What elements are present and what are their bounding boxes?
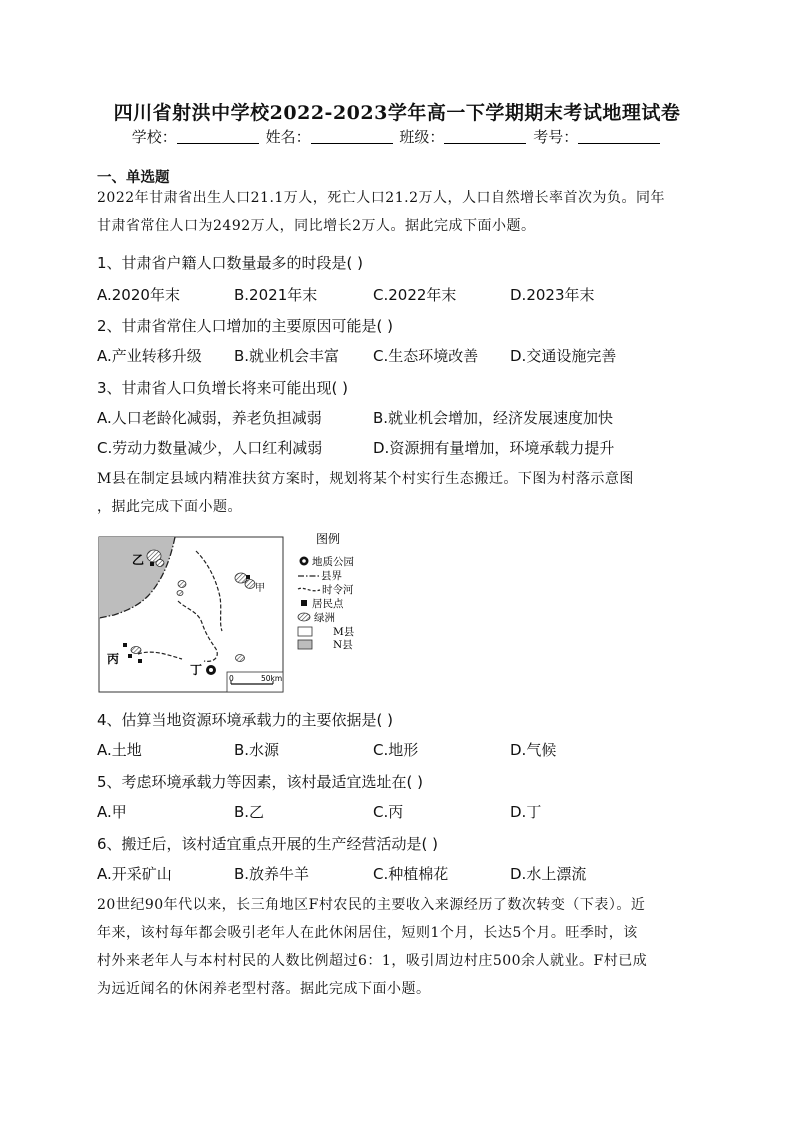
place-label-ding: 丁	[190, 663, 203, 677]
legend-n: N县	[333, 639, 353, 651]
settlement-marker	[246, 575, 250, 579]
number-label: 考号：	[533, 128, 579, 146]
settlement-marker	[128, 654, 132, 658]
place-label-bing: 丙	[107, 652, 120, 666]
scale-label: 50km	[261, 674, 283, 683]
option-d[interactable]: D.水上漂流	[510, 865, 587, 883]
option-d[interactable]: D.丁	[510, 803, 542, 821]
option-b[interactable]: B.就业机会丰富	[234, 347, 340, 365]
place-label-jia: 甲	[255, 583, 265, 594]
legend-title: 图例	[316, 532, 341, 546]
oasis-marker	[245, 580, 255, 589]
oasis-marker	[131, 647, 141, 654]
option-a[interactable]: A.开采矿山	[97, 865, 172, 883]
legend-settlement-symbol	[301, 600, 307, 606]
option-c[interactable]: C.种植棉花	[373, 865, 449, 883]
option-a[interactable]: A.产业转移升级	[97, 347, 202, 365]
class-blank[interactable]	[444, 129, 526, 144]
settlement-marker	[123, 643, 127, 647]
option-c[interactable]: C.2022年末	[373, 286, 457, 304]
place-label-yi: 乙	[132, 553, 145, 567]
village-map	[98, 531, 388, 694]
option-a[interactable]: A.2020年末	[97, 286, 180, 304]
option-d[interactable]: D.2023年末	[510, 286, 595, 304]
passage-3-line: 20世纪90年代以来，长三角地区F村农民的主要收入来源经历了数次转变（下表）。近	[97, 897, 646, 913]
name-label: 姓名：	[265, 128, 311, 146]
option-c[interactable]: C.生态环境改善	[373, 347, 479, 365]
oasis-marker	[236, 655, 245, 662]
passage-3-line: 村外来老年人与本村村民的人数比例超过6：1，吸引周边村庄500余人就业。F村已成	[97, 953, 648, 969]
legend-river-symbol	[298, 588, 320, 591]
passage-2-line: M县在制定县域内精准扶贫方案时，规划将某个村实行生态搬迁。下图为村落示意图	[97, 471, 634, 487]
question-6-stem: 6、搬迁后，该村适宜重点开展的生产经营活动是( )	[97, 835, 439, 853]
option-b[interactable]: B.放养牛羊	[234, 865, 310, 883]
passage-1-line: 甘肃省常住人口为2492万人，同比增长2万人。据此完成下面小题。	[97, 218, 536, 234]
passage-1	[97, 184, 697, 240]
student-info-line	[0, 126, 794, 147]
option-a[interactable]: A.土地	[97, 741, 142, 759]
option-b[interactable]: B.就业机会增加，经济发展速度加快	[373, 409, 614, 427]
legend-river: 时令河	[322, 584, 354, 596]
oasis-marker	[177, 591, 183, 596]
passage-1-line: 2022年甘肃省出生人口21.1万人，死亡人口21.2万人，人口自然增长率首次为负。同年	[97, 190, 665, 206]
passage-3-line: 年来，该村每年都会吸引老年人在此休闲居住，短则1个月，长达5个月。旺季时，该	[97, 925, 638, 941]
option-c[interactable]: C.丙	[373, 803, 404, 821]
option-b[interactable]: B.2021年末	[234, 286, 318, 304]
oasis-marker	[178, 581, 186, 588]
scale-zero: 0	[229, 674, 234, 683]
option-c[interactable]: C.劳动力数量减少，人口红利减弱	[97, 439, 323, 457]
name-blank[interactable]	[311, 129, 393, 144]
question-4-stem: 4、估算当地资源环境承载力的主要依据是( )	[97, 711, 394, 729]
passage-3-line: 为远近闻名的休闲养老型村落。据此完成下面小题。	[97, 981, 431, 997]
question-2-stem: 2、甘肃省常住人口增加的主要原因可能是( )	[97, 317, 394, 335]
option-c[interactable]: C.地形	[373, 741, 419, 759]
legend-settlement: 居民点	[312, 598, 344, 610]
passage-2-line: ，据此完成下面小题。	[97, 499, 242, 515]
school-label: 学校：	[131, 128, 177, 146]
option-a[interactable]: A.甲	[97, 803, 127, 821]
class-label: 班级：	[399, 128, 445, 146]
question-1-stem: 1、甘肃省户籍人口数量最多的时段是( )	[97, 254, 364, 272]
number-blank[interactable]	[578, 129, 660, 144]
question-5-stem: 5、考虑环境承载力等因素，该村最适宜选址在( )	[97, 773, 424, 791]
legend-oasis: 绿洲	[314, 612, 335, 624]
section-title: 一、单选题	[97, 170, 170, 186]
passage-3	[97, 891, 697, 1003]
option-a[interactable]: A.人口老龄化减弱，养老负担减弱	[97, 409, 322, 427]
option-b[interactable]: B.乙	[234, 803, 265, 821]
legend-border: 县界	[321, 570, 342, 582]
oasis-marker	[156, 560, 164, 567]
passage-2	[97, 465, 697, 521]
school-blank[interactable]	[177, 129, 259, 144]
page-title: 四川省射洪中学校2022-2023学年高一下学期期末考试地理试卷	[113, 102, 681, 124]
option-b[interactable]: B.水源	[234, 741, 280, 759]
option-d[interactable]: D.资源拥有量增加，环境承载力提升	[373, 439, 615, 457]
legend-oasis-symbol	[298, 613, 310, 621]
option-d[interactable]: D.气候	[510, 741, 557, 759]
legend-n-symbol	[298, 640, 312, 649]
question-3-stem: 3、甘肃省人口负增长将来可能出现( )	[97, 379, 349, 397]
legend-geopark: 地质公园	[312, 556, 354, 568]
settlement-marker	[150, 562, 154, 566]
legend-m-symbol	[298, 627, 312, 636]
settlement-marker	[138, 659, 142, 663]
legend-m: M县	[333, 626, 355, 638]
option-d[interactable]: D.交通设施完善	[510, 347, 617, 365]
oasis-marker	[235, 573, 247, 583]
